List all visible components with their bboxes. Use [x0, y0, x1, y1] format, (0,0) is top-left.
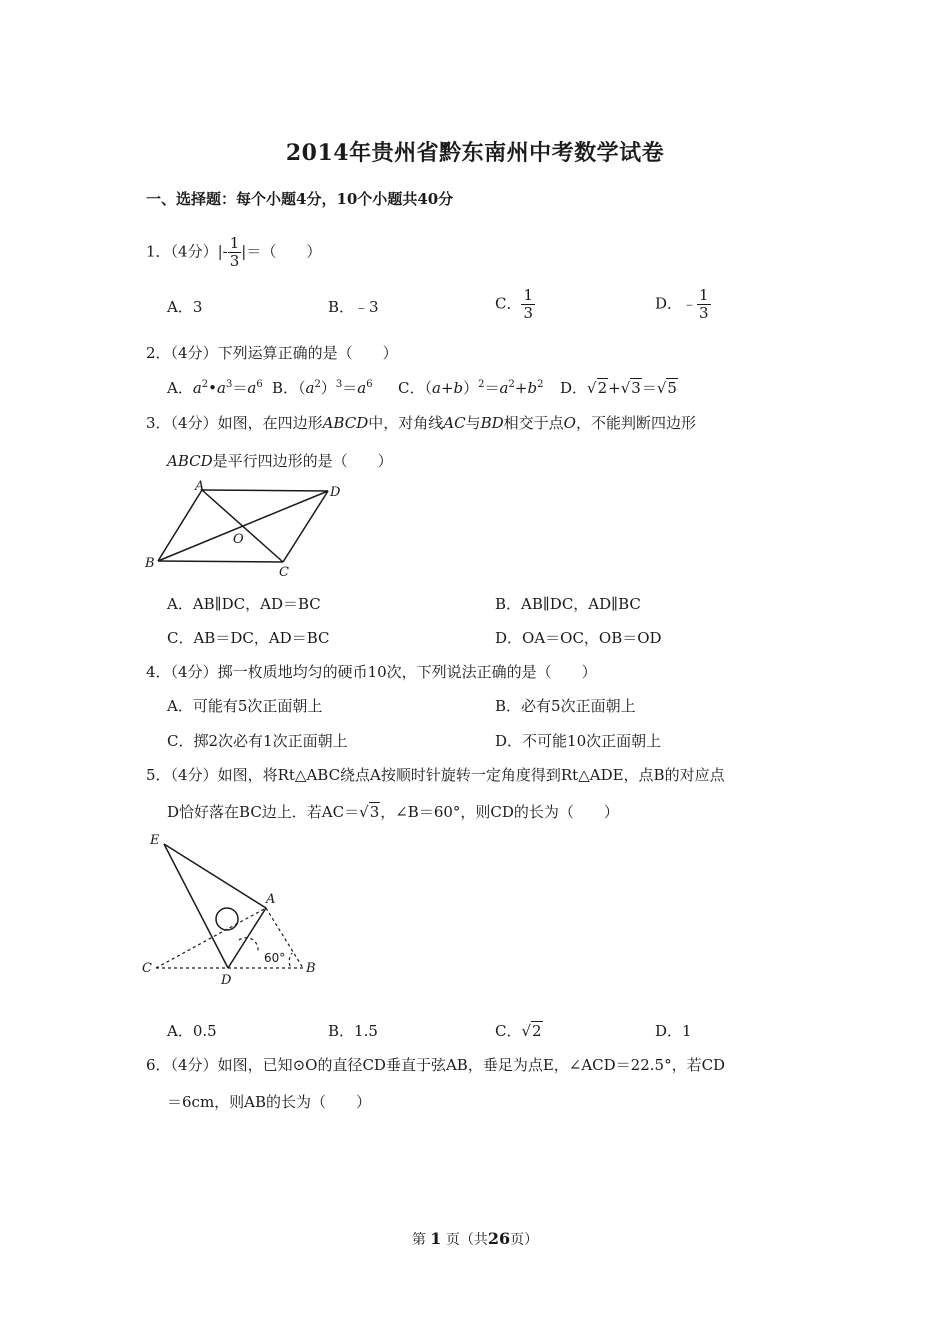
q1-option-a: A．3	[167, 298, 203, 316]
q1-option-d	[655, 288, 711, 321]
side-ea	[164, 844, 266, 908]
q3-l2a: ABCD	[167, 452, 213, 470]
right-angle-mark	[216, 908, 238, 930]
q1-d-num: 1	[699, 286, 709, 304]
q4-option-d: D．不可能10次正面朝上	[495, 732, 662, 750]
q2-option-d: D．√2+√3＝√5	[560, 379, 677, 397]
q1-c-den: 3	[523, 304, 534, 322]
q2-a-label: A．	[167, 379, 193, 397]
page-title: 2014年贵州省黔东南州中考数学试卷	[285, 140, 665, 166]
q1-frac-den: 3	[229, 252, 240, 270]
fig-label-d: D	[221, 973, 232, 988]
q5-option-a: A．0.5	[167, 1022, 217, 1040]
angle-arc	[239, 938, 258, 951]
question-5-line-1: 5．（4分）如图，将Rt△ABC绕点A按顺时针旋转一定角度得到Rt△ADE，点B的对应点	[146, 766, 725, 784]
q3-l1f: BD	[480, 414, 504, 432]
q2-option-c: C．$(a+b)^2=a^2+b^2$	[398, 379, 544, 397]
section-heading: 一、选择题：每个小题4分，10个小题共40分	[146, 190, 454, 208]
fig-angle-60: 60°	[264, 951, 286, 965]
footer-pre: 第	[411, 1232, 426, 1248]
side-ed	[164, 844, 228, 968]
q3-option-d: D．OA＝OC，OB＝OD	[495, 629, 662, 647]
q3-l1d: AC	[443, 414, 466, 432]
q1-d-den: 3	[699, 304, 709, 322]
fig-label-c: C	[142, 961, 152, 976]
question-6-line-1: 6．（4分）如图，已知⊙O的直径CD垂直于弦AB，垂足为点E，∠ACD＝22.5°，若CD	[146, 1056, 726, 1074]
q2-option-a: A．$a^2•a^3=a^6$	[167, 379, 263, 397]
q2-b-label: B．	[272, 379, 299, 397]
q5-l2a: D恰好落在BC边上．若AC＝	[167, 803, 360, 821]
q1-c-label: C．	[495, 294, 522, 313]
side-dc	[283, 491, 328, 562]
question-1	[146, 236, 321, 269]
q1-abs-close: |＝（ ）	[241, 242, 322, 261]
q3-l1g: 相交于点	[503, 414, 564, 432]
question-2: 2．（4分）下列运算正确的是（ ）	[146, 344, 398, 362]
diagonal-bd	[158, 491, 328, 561]
page-footer	[0, 1229, 950, 1249]
q5-option-c: C．√2	[495, 1022, 542, 1040]
q5-c-label: C．	[495, 1022, 522, 1040]
q3-l2b: 是平行四边形的是（ ）	[212, 452, 393, 470]
footer-post: 页）	[510, 1232, 539, 1248]
fig-label-c: C	[279, 565, 289, 578]
fig-label-b: B	[145, 556, 155, 571]
question-3-line-2	[167, 450, 393, 471]
q1-c-fraction	[521, 288, 535, 321]
q3-l1b: ABCD	[322, 414, 369, 432]
q1-prefix: 1．（4分）	[146, 242, 218, 261]
fig-label-o: O	[233, 532, 244, 547]
question-6-line-2: ＝6cm，则AB的长为（ ）	[167, 1093, 372, 1111]
q5-option-b: B．1.5	[328, 1022, 378, 1040]
q1-d-fraction	[697, 288, 711, 321]
q4-option-a: A．可能有5次正面朝上	[167, 697, 323, 715]
q3-l1c: 中，对角线	[368, 414, 444, 432]
q3-l1i: ，不能判断四边形	[575, 414, 696, 432]
q1-abs-open: |-	[217, 242, 228, 261]
q1-option-c	[495, 288, 535, 321]
q4-option-b: B．必有5次正面朝上	[495, 697, 636, 715]
q3-option-a: A．AB∥DC，AD＝BC	[167, 595, 321, 613]
q1-fraction	[228, 236, 242, 269]
side-ab	[158, 490, 202, 561]
q3-option-b: B．AB∥DC，AD∥BC	[495, 595, 641, 613]
q3-l1a: 3．（4分）如图，在四边形	[146, 414, 323, 432]
footer-page-number: 1	[430, 1229, 442, 1248]
question-3-line-1	[146, 412, 696, 433]
q3-l1h: O	[563, 414, 576, 432]
q2-option-b: B．$(a^2)^3=a^6$	[272, 379, 373, 397]
q3-parallelogram-figure	[140, 478, 360, 578]
q5-c-rad: 2	[532, 1022, 542, 1040]
fig-label-a: A	[195, 479, 205, 494]
fig-label-a: A	[266, 892, 276, 907]
side-bc	[158, 561, 283, 562]
q5-l2-rad: 3	[369, 803, 380, 821]
q1-d-label: D．﹣	[655, 294, 698, 313]
fig-label-e: E	[150, 833, 160, 848]
q5-rotation-figure	[140, 826, 330, 988]
q4-option-c: C．掷2次必有1次正面朝上	[167, 732, 348, 750]
angle-b-arc	[289, 953, 292, 966]
question-4: 4．（4分）掷一枚质地均匀的硬币10次，下列说法正确的是（ ）	[146, 663, 597, 681]
q2-c-label: C．	[398, 379, 425, 397]
side-ca-dashed	[156, 908, 266, 968]
q5-l2b: ，∠B＝60°，则CD的长为（ ）	[380, 803, 619, 821]
q2-d-label: D．	[560, 379, 588, 397]
fig-label-d: D	[330, 485, 341, 500]
question-5-line-2: D恰好落在BC边上．若AC＝√3，∠B＝60°，则CD的长为（ ）	[167, 803, 619, 821]
q1-c-num: 1	[523, 286, 534, 304]
q3-l1e: 与	[465, 414, 481, 432]
q5-option-d: D．1	[655, 1022, 692, 1040]
q3-option-c: C．AB＝DC，AD＝BC	[167, 629, 330, 647]
side-ad	[202, 490, 328, 491]
fig-label-b: B	[306, 961, 316, 976]
footer-mid: 页（共	[445, 1232, 488, 1248]
footer-total-pages: 26	[487, 1229, 511, 1248]
q1-option-b: B．﹣3	[328, 298, 379, 316]
q1-frac-num: 1	[229, 234, 240, 252]
